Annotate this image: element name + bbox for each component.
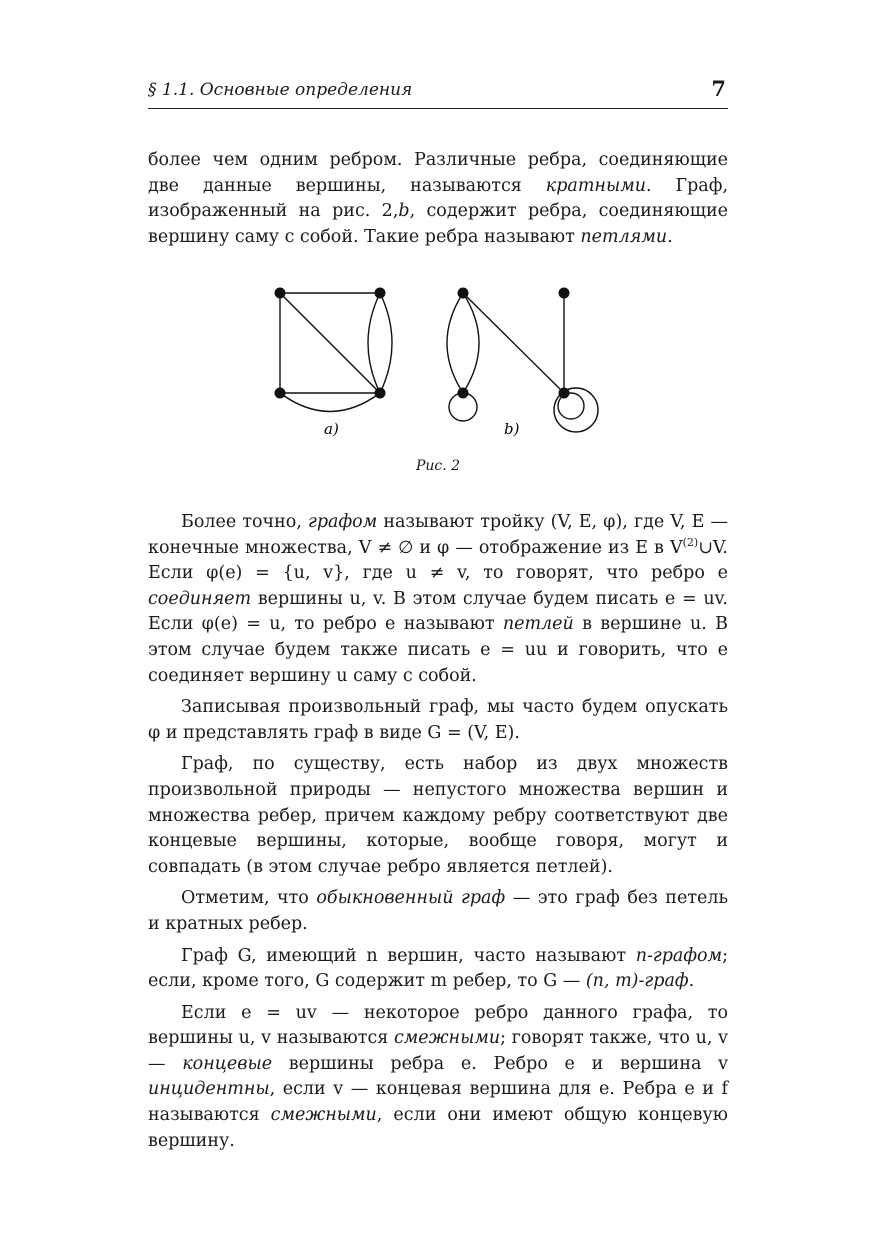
body-text: [148, 510, 728, 1160]
paragraph-essence: Граф, по существу, есть набор из двух множеств произвольной природы — непустого множества вершин и множества ребер, причем каждому ребру соответствуют две концевые вершины, которые, вообще говоря, могут и совпадать (в этом случае ребро является петлей).: [148, 754, 728, 877]
vertex: [458, 388, 469, 399]
paragraph-n-graph: Граф G, имеющий n вершин, часто называют n-графом; если, кроме того, G содержит m ребер, то G — (n, m)-граф.: [148, 945, 728, 992]
multi-edge: [447, 293, 463, 393]
label-b: b): [504, 420, 520, 438]
figure-caption: Рис. 2: [415, 458, 461, 474]
multi-edge: [368, 293, 380, 393]
term-multiple: кратными: [545, 175, 646, 196]
vertex: [275, 388, 286, 399]
graph-b: [447, 293, 598, 432]
paragraph-definition: Более точно, графом называют тройку (V, E, φ), где V, E — конечные множества, V ≠ ∅ и φ — отображение из E в $V^{(2)}\cup V$. Если φ(e) = {u, v}, где u ≠ v, то говорят, что ребро e соединяет вершины u, v. В этом случае будем писать e = uv. Если φ(e) = u, то ребро e называют петлей в вершине u. В этом случае будем также писать e = uu и говорить, что e соединяет вершину u саму с собой.: [148, 512, 728, 686]
curved-edge: [280, 393, 380, 412]
vertex: [458, 288, 469, 299]
section-title: § 1.1. Основные определения: [148, 80, 413, 100]
multi-edge: [380, 293, 392, 393]
label-a: a): [324, 420, 339, 438]
vertex: [275, 288, 286, 299]
paragraph-notation: Записывая произвольный граф, мы часто будем опускать φ и представлять граф в виде G = (V, E).: [148, 697, 728, 743]
running-header: [148, 78, 728, 109]
vertex: [559, 288, 570, 299]
figure-2: [258, 282, 618, 442]
intro-paragraph: более чем одним ребром. Различные ребра, соединяющие две данные вершины, называются кратными. Граф, изображенный на рис. 2,b, содержит ребра, соединяющие вершину саму с собой. Такие ребра называют петлями.: [148, 150, 729, 247]
vertex: [375, 288, 386, 299]
page-number: 7: [711, 76, 726, 101]
graph-diagram: [258, 282, 618, 442]
vertex: [559, 388, 570, 399]
edge: [463, 293, 564, 393]
edge: [280, 293, 380, 393]
paragraph-ordinary-graph: Отметим, что обыкновенный граф — это граф без петель и кратных ребер.: [148, 888, 728, 934]
multi-edge: [463, 293, 479, 393]
term-loops: петлями: [580, 226, 668, 247]
paragraph-adjacency: Если e = uv — некоторое ребро данного графа, то вершины u, v называются смежными; говорят также, что u, v — концевые вершины ребра e. Ребро e и вершина v инцидентны, если v — концевая вершина для e. Ребра e и f называются смежными, если они имеют общую концевую вершину.: [148, 1002, 728, 1151]
vertex: [375, 388, 386, 399]
